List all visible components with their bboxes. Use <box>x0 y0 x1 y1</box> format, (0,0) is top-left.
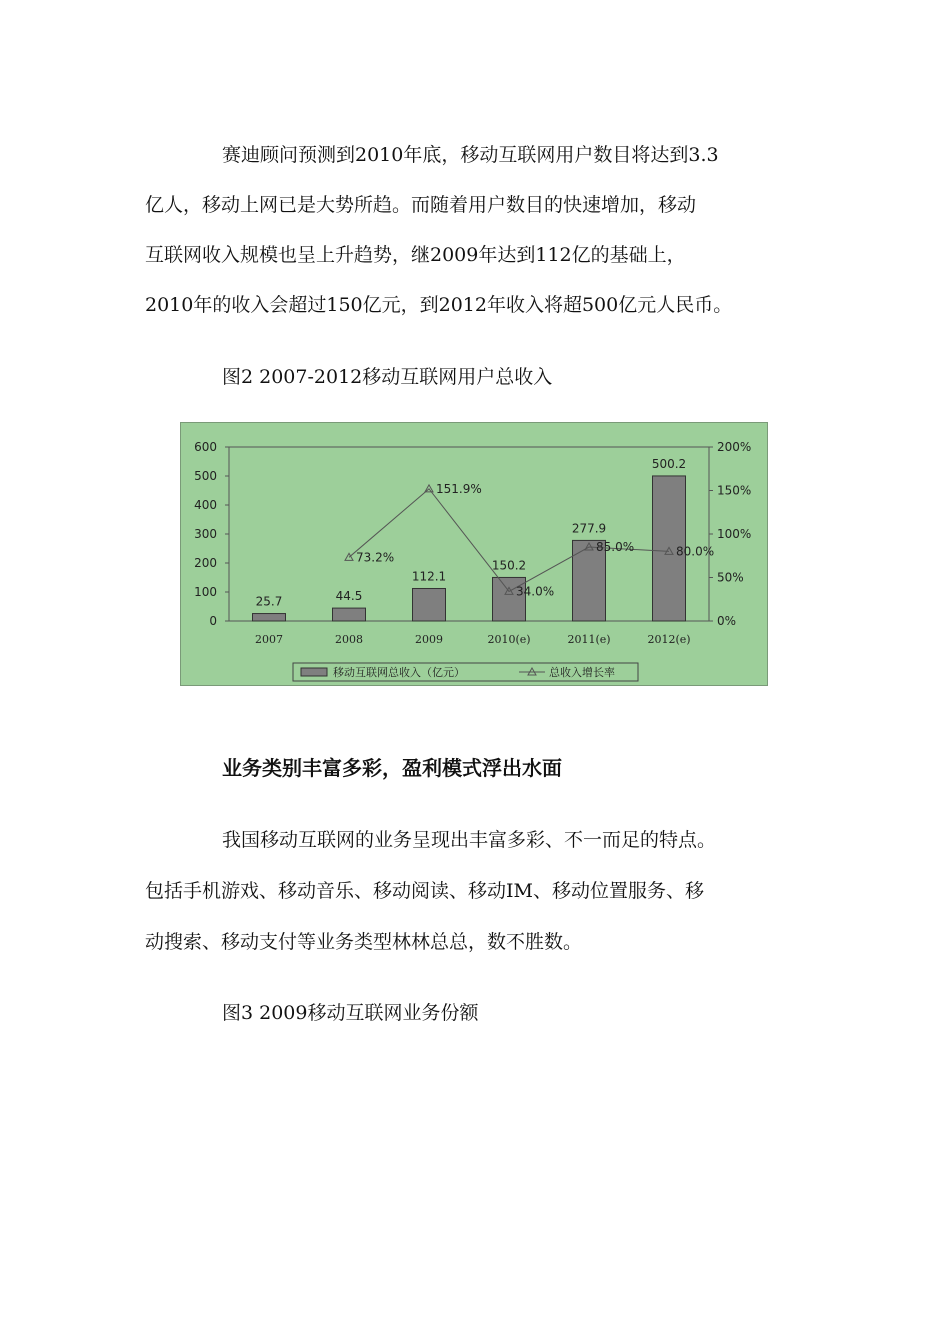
bar-value-label: 44.5 <box>335 589 363 604</box>
paragraph-line: 亿人，移动上网已是大势所趋。而随着用户数目的快速增加，移动 <box>145 194 697 216</box>
bar-value-label: 277.9 <box>571 521 607 536</box>
y-right-tick-label: 100% <box>717 527 752 541</box>
y-left-tick-label: 200 <box>194 556 217 570</box>
paragraph-line: 互联网收入规模也呈上升趋势，继2009年达到112亿的基础上， <box>145 244 686 266</box>
paragraph-line: 包括手机游戏、移动音乐、移动阅读、移动IM、移动位置服务、移 <box>145 880 704 902</box>
y-right-tick-label: 200% <box>717 440 752 454</box>
legend-line-label: 总收入增长率 <box>549 666 615 679</box>
x-tick-label: 2007 <box>255 633 283 646</box>
paragraph-line: 2010年的收入会超过150亿元，到2012年收入将超500亿元人民币。 <box>145 294 733 316</box>
paragraph-line: 我国移动互联网的业务呈现出丰富多彩、不一而足的特点。 <box>222 829 717 851</box>
paragraph-line: 动搜索、移动支付等业务类型林林总总，数不胜数。 <box>145 931 583 953</box>
bar <box>253 614 286 621</box>
x-tick-label: 2008 <box>335 633 363 646</box>
growth-value-label: 85.0% <box>596 540 635 555</box>
y-right-tick-label: 0% <box>717 614 737 628</box>
growth-value-label: 73.2% <box>356 550 395 565</box>
bar <box>413 588 446 621</box>
growth-value-label: 34.0% <box>516 584 555 599</box>
legend-bar-label: 移动互联网总收入（亿元） <box>333 666 465 679</box>
bar-value-label: 500.2 <box>651 456 687 471</box>
y-left-tick-label: 100 <box>194 585 217 599</box>
x-tick-label: 2011(e) <box>567 633 611 646</box>
y-left-tick-label: 600 <box>194 440 217 454</box>
x-tick-label: 2012(e) <box>647 633 691 646</box>
bar-value-label: 25.7 <box>255 594 283 609</box>
y-left-tick-label: 300 <box>194 527 217 541</box>
figure-3-caption: 图3 2009移动互联网业务份额 <box>222 1002 479 1024</box>
growth-value-label: 151.9% <box>436 481 482 496</box>
paragraph-line: 赛迪顾问预测到2010年底，移动互联网用户数目将达到3.3 <box>222 144 719 166</box>
section-heading: 业务类别丰富多彩，盈利模式浮出水面 <box>222 756 562 780</box>
plot-area <box>229 447 709 621</box>
bar-value-label: 150.2 <box>491 558 527 573</box>
revenue-chart-svg <box>181 423 769 687</box>
x-tick-label: 2010(e) <box>487 633 531 646</box>
x-tick-label: 2009 <box>415 633 443 646</box>
y-right-tick-label: 50% <box>717 570 744 585</box>
y-left-tick-label: 400 <box>194 498 217 512</box>
bar <box>333 608 366 621</box>
growth-value-label: 80.0% <box>676 544 715 559</box>
revenue-chart <box>180 422 768 686</box>
y-left-tick-label: 0 <box>209 614 217 628</box>
bar-value-label: 112.1 <box>411 569 447 584</box>
figure-2-caption: 图2 2007-2012移动互联网用户总收入 <box>222 366 553 388</box>
y-left-tick-label: 500 <box>194 469 217 483</box>
legend-bar-swatch <box>301 668 327 676</box>
y-right-tick-label: 150% <box>717 483 752 498</box>
